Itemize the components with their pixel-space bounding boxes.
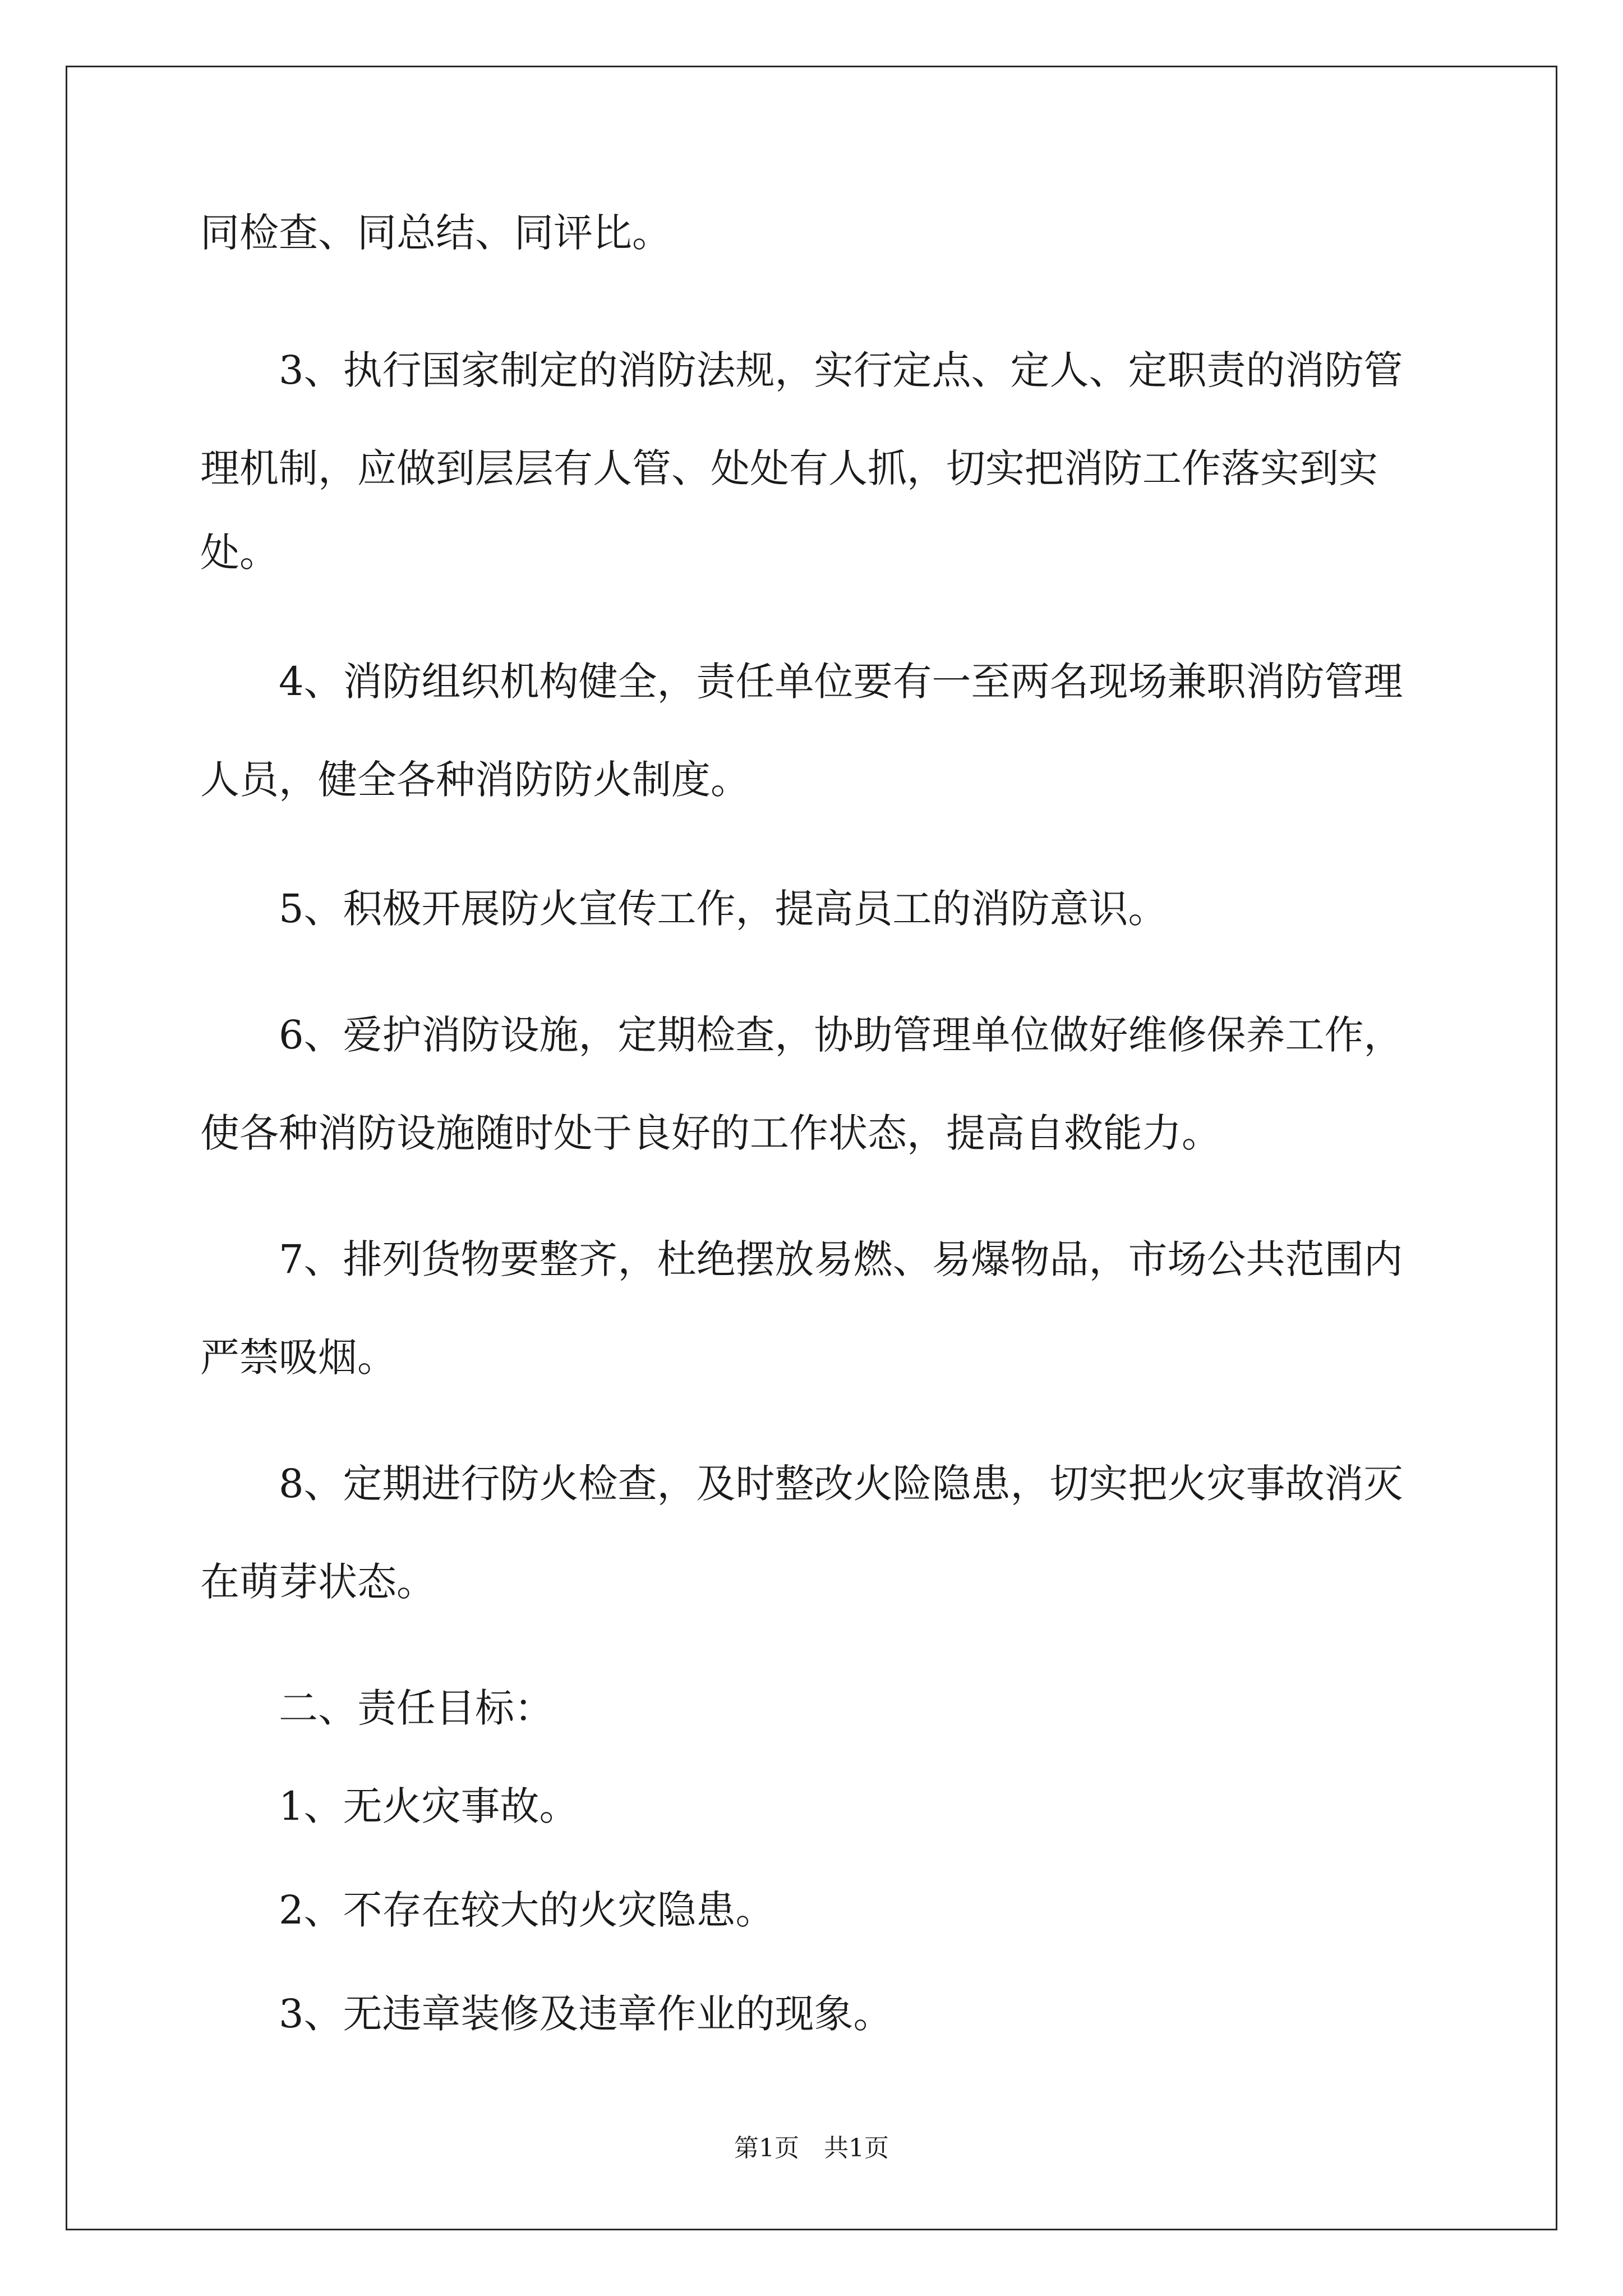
section-heading: 二、责任目标： [279,1685,554,1731]
paragraph-line: 使各种消防设施随时处于良好的工作状态，提高自救能力。 [200,1110,1221,1156]
paragraph-line: 5、积极开展防火宣传工作，提高员工的消防意识。 [279,886,1168,932]
paragraph-line: 2、不存在较大的火灾隐患。 [279,1887,775,1933]
paragraph-line: 8、定期进行防火检查，及时整改火险隐患，切实把火灾事故消灭 [279,1461,1403,1507]
paragraph-line: 理机制，应做到层层有人管、处处有人抓，切实把消防工作落实到实 [200,445,1378,491]
paragraph-line: 1、无火灾事故。 [279,1783,579,1829]
paragraph-line: 处。 [200,530,279,576]
paragraph-line: 人员，健全各种消防防火制度。 [200,757,750,803]
paragraph-line: 3、无违章装修及违章作业的现象。 [279,1991,893,2037]
paragraph-line: 同检查、同总结、同评比。 [200,210,671,256]
paragraph-line: 严禁吸烟。 [200,1335,396,1381]
paragraph-line: 在萌芽状态。 [200,1559,436,1605]
page-number: 第1页 共1页 [734,2134,889,2162]
paragraph-line: 4、消防组织机构健全，责任单位要有一至两名现场兼职消防管理 [279,659,1403,705]
paragraph-line: 6、爱护消防设施，定期检查，协助管理单位做好维修保养工作， [279,1012,1403,1058]
paragraph-line: 7、排列货物要整齐，杜绝摆放易燃、易爆物品，市场公共范围内 [279,1236,1403,1282]
paragraph-line: 3、执行国家制定的消防法规，实行定点、定人、定职责的消防管 [279,347,1403,393]
